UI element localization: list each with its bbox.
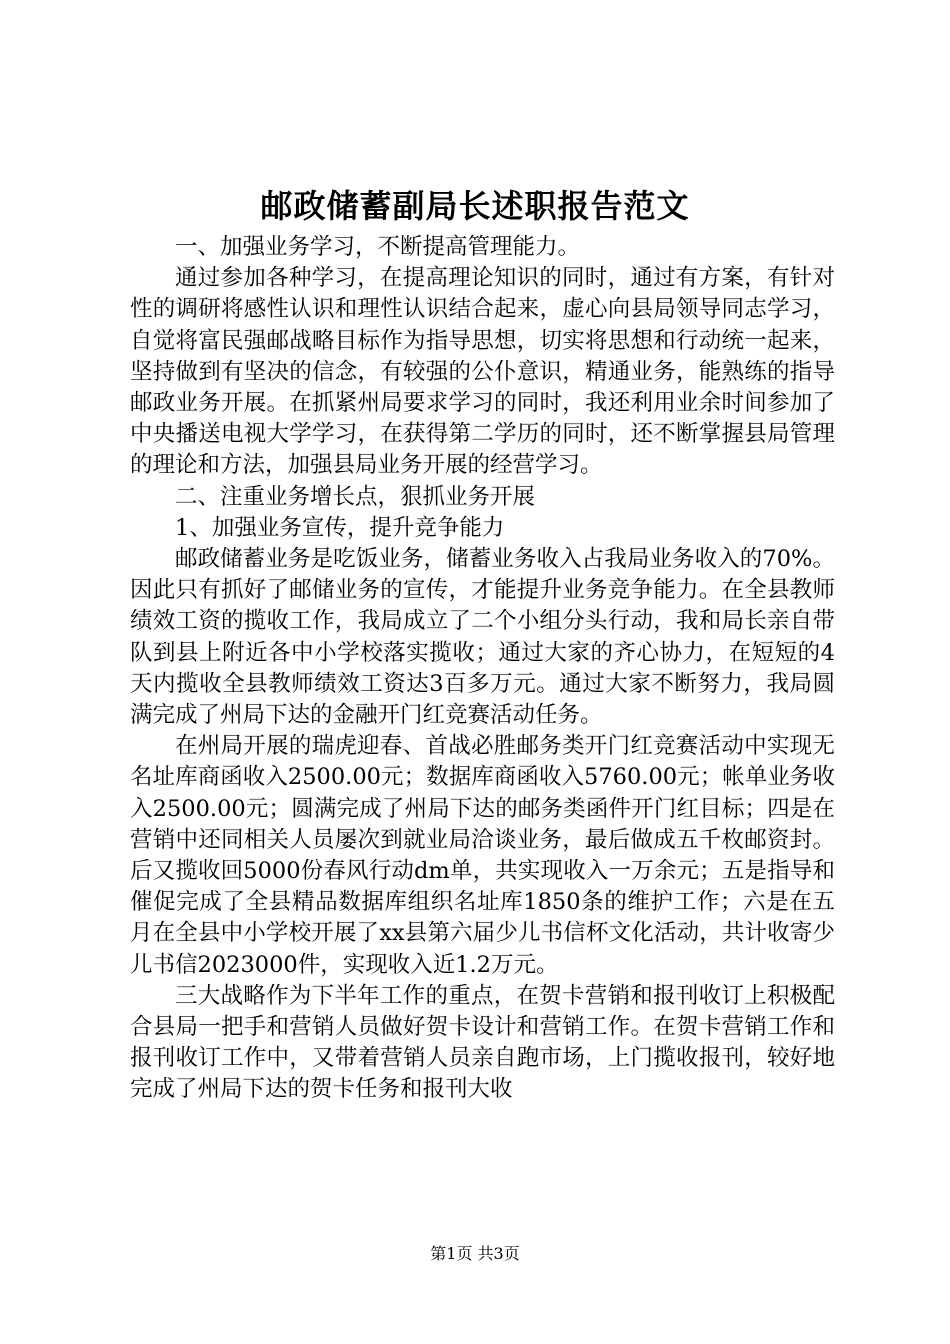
paragraph: 二、注重业务增长点，狠抓业务开展 — [175, 483, 536, 510]
paragraph: 1、加强业务宣传，提升竞争能力 — [175, 514, 505, 541]
paragraph: 邮政储蓄业务是吃饭业务，储蓄业务收入占我局业务收入的70%。因此只有抓好了邮储业务的宣传，才能提升业务竞争能力。在全县教师绩效工资的揽收工作，我局成立了二个小组分头行动，我和局长亲自带队到县上附近各中小学校落实揽收；通过大家的齐心协力，在短短的4天内揽收全县教师绩效工资达3百多万元。通过大家不断努力，我局圆满完成了州局下达的金融开门红竞赛活动任务。 — [130, 546, 835, 729]
document-title: 邮政储蓄副局长述职报告范文 — [260, 187, 690, 225]
paragraph: 三大战略作为下半年工作的重点，在贺卡营销和报刊收订上积极配合县局一把手和营销人员做好贺卡设计和营销工作。在贺卡营销工作和报刊收订工作中，又带着营销人员亲自跑市场，上门揽收报刊，较好地完成了州局下达的贺卡任务和报刊大收 — [130, 982, 835, 1103]
document-body — [130, 232, 835, 1106]
paragraph: 一、加强业务学习，不断提高管理能力。 — [175, 234, 581, 260]
paragraph: 通过参加各种学习，在提高理论知识的同时，通过有方案，有针对性的调研将感性认识和理性认识结合起来，虚心向县局领导同志学习，自觉将富民强邮战略目标作为指导思想，切实将思想和行动统一起来，坚持做到有坚决的信念，有较强的公仆意识，精通业务，能熟练的指导邮政业务开展。在抓紧州局要求学习的同时，我还利用业余时间参加了中央播送电视大学学习，在获得第二学历的同时，还不断掌握县局管理的理论和方法，加强县局业务开展的经营学习。 — [130, 265, 835, 479]
paragraph: 在州局开展的瑞虎迎春、首战必胜邮务类开门红竞赛活动中实现无名址库商函收入2500.00元；数据库商函收入5760.00元；帐单业务收入2500.00元；圆满完成了州局下达的邮务类函件开门红目标；四是在营销中还同相关人员屡次到就业局洽谈业务，最后做成五千枚邮资封。后又揽收回5000份春风行动dm单，共实现收入一万余元；五是指导和催促完成了全县精品数据库组织名址库1850条的维护工作；六是在五月在全县中小学校开展了xx县第六届少儿书信杯文化活动，共计收寄少儿书信2023000件，实现收入近1.2万元。 — [130, 733, 835, 978]
page-footer: 第1页 共3页 — [430, 1244, 520, 1263]
